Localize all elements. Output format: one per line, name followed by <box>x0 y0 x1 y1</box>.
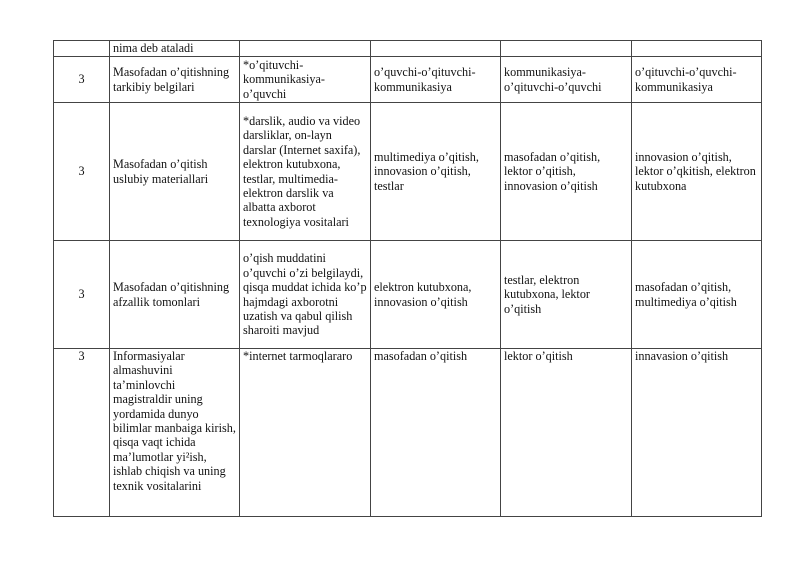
option-cell: masofadan o’qitish <box>371 349 501 517</box>
question-cell: Informasiyalar almashuvini ta’minlovchi magistraldir uning yordamida dunyo bilimlar manbaiga kirish, qisqa vaqt ichida ma’lumotlar yi²ish, ishlab chiqish va uning texnik vositalarini <box>110 349 240 517</box>
row-number: 3 <box>54 349 110 517</box>
option-cell: innavasion o’qitish <box>632 349 762 517</box>
row-number: 3 <box>54 241 110 349</box>
option-cell <box>632 41 762 57</box>
table-row <box>54 241 762 349</box>
option-cell <box>501 41 632 57</box>
row-number: 3 <box>54 57 110 103</box>
option-cell: o’quvchi-o’qituvchi-kommunikasiya <box>371 57 501 103</box>
correct-answer-cell: *darslik, audio va video darsliklar, on-layn darslar (Internet saxifa), elektron kutubxona, testlar, multimedia- elektron darslik va albatta axborot texnologiya vositalari <box>240 103 371 241</box>
table-row <box>54 103 762 241</box>
correct-answer-cell: *internet tarmoqlararo <box>240 349 371 517</box>
row-number <box>54 41 110 57</box>
question-cell: Masofadan o’qitishning afzallik tomonlari <box>110 241 240 349</box>
option-cell <box>371 41 501 57</box>
option-cell: masofadan o’qitish, lektor o’qitish, innovasion o’qitish <box>501 103 632 241</box>
correct-answer-cell: *o’qituvchi-kommunikasiya-o’quvchi <box>240 57 371 103</box>
row-number: 3 <box>54 103 110 241</box>
table-row <box>54 57 762 103</box>
option-cell: kommunikasiya-o’qituvchi-o’quvchi <box>501 57 632 103</box>
option-cell: multimediya o’qitish, innovasion o’qitish, testlar <box>371 103 501 241</box>
option-cell: o’qituvchi-o’quvchi-kommunikasiya <box>632 57 762 103</box>
quiz-table <box>53 40 762 517</box>
table-row <box>54 349 762 517</box>
question-cell: Masofadan o’qitish uslubiy materiallari <box>110 103 240 241</box>
question-cell: nima deb ataladi <box>110 41 240 57</box>
correct-answer-cell <box>240 41 371 57</box>
question-cell: Masofadan o’qitishning tarkibiy belgilari <box>110 57 240 103</box>
option-cell: elektron kutubxona, innovasion o’qitish <box>371 241 501 349</box>
correct-answer-cell: o’qish muddatini o’quvchi o’zi belgilaydi, qisqa muddat ichida ko’p hajmdagi axborotni uzatish va qabul qilish sharoiti mavjud <box>240 241 371 349</box>
option-cell: testlar, elektron kutubxona, lektor o’qitish <box>501 241 632 349</box>
option-cell: masofadan o’qitish, multimediya o’qitish <box>632 241 762 349</box>
table-row <box>54 41 762 57</box>
option-cell: lektor o’qitish <box>501 349 632 517</box>
option-cell: innovasion o’qitish, lektor o’qkitish, elektron kutubxona <box>632 103 762 241</box>
